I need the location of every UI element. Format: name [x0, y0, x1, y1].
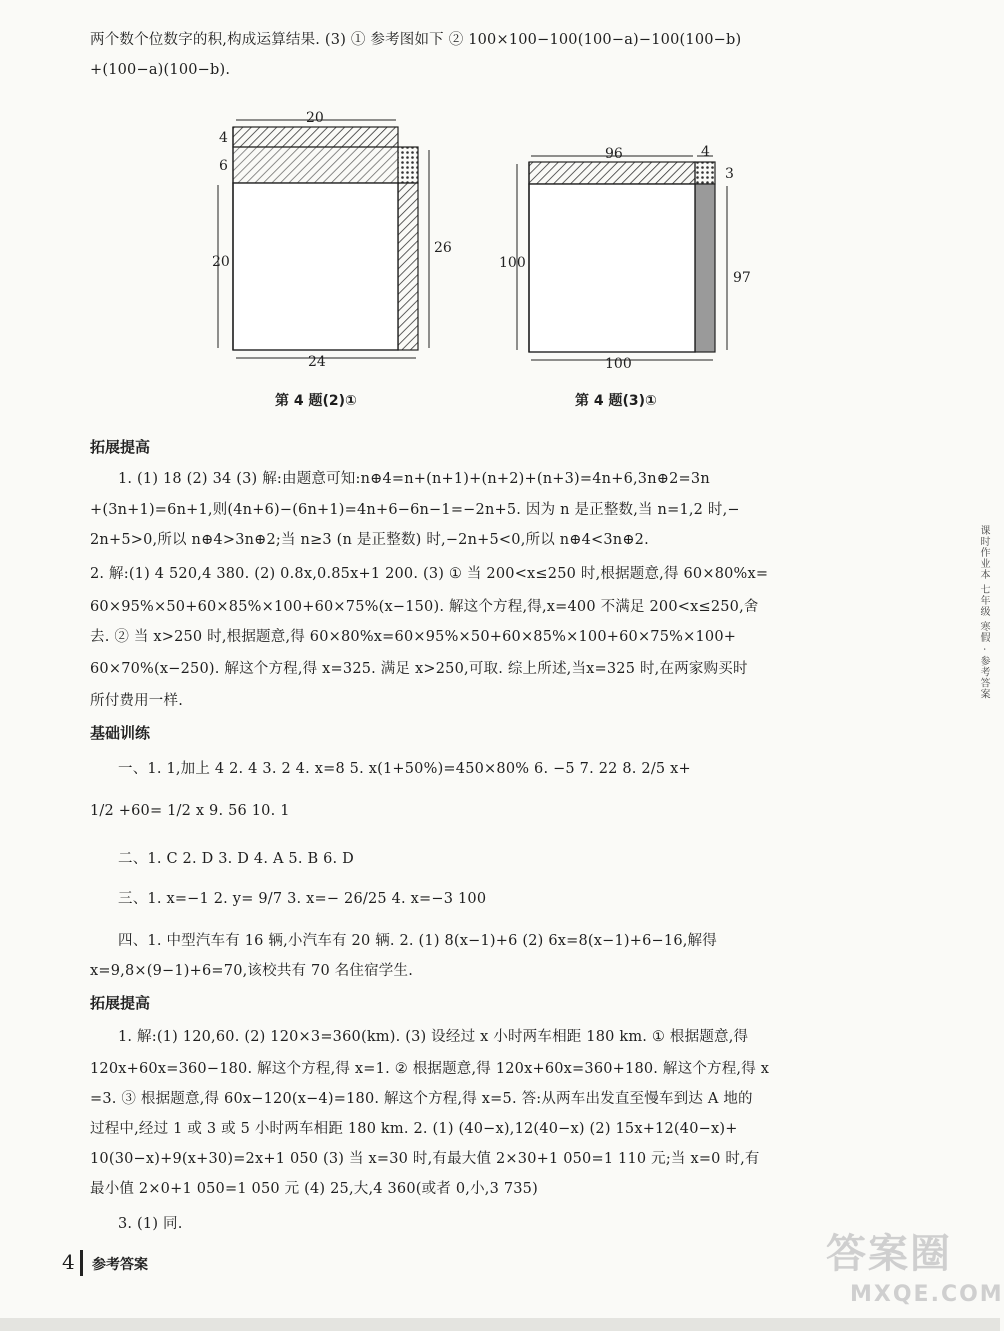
text-line: 一、1. 1,加上 4 2. 4 3. 2 4. x=8 5. x(1+50%)=450×80% 6. −5 7. 22 8. 2/5 x+ [118, 761, 691, 777]
text-line: 1. (1) 18 (2) 34 (3) 解:由题意可知:n⊕4=n+(n+1)+(n+2)+(n+3)=4n+6,3n⊕2=3n [118, 471, 710, 487]
fig1-right-label: 26 [434, 240, 452, 256]
text-line: 3. (1) 同. [118, 1216, 183, 1232]
text-line: =3. ③ 根据题意,得 60x−120(x−4)=180. 解这个方程,得 x=5. 答:从两车出发直至慢车到达 A 地的 [90, 1091, 753, 1107]
text-line: 最小值 2×0+1 050=1 050 元 (4) 25,大,4 360(或者 0,小,3 735) [90, 1181, 538, 1197]
text-line: 120x+60x=360−180. 解这个方程,得 x=1. ② 根据题意,得 120x+60x=360+180. 解这个方程,得 x [90, 1061, 770, 1077]
section-heading: 基础训练 [90, 724, 151, 742]
text-line: 去. ② 当 x>250 时,根据题意,得 60×80%x=60×95%×50+60×85%×100+60×75%×100+ [90, 629, 737, 645]
text-line: +(100−a)(100−b). [90, 62, 231, 78]
text-line: 60×95%×50+60×85%×100+60×75%(x−150). 解这个方程,得,x=400 不满足 200<x≤250,舍 [90, 599, 759, 615]
text-line: 二、1. C 2. D 3. D 4. A 5. B 6. D [118, 851, 355, 867]
section-heading: 拓展提高 [90, 994, 151, 1012]
side-margin-text: 课时作业本 七年级 寒假 · 参考答案 [978, 525, 989, 700]
text-line: 三、1. x=−1 2. y= 9/7 3. x=− 26/25 4. x=−3 100 [118, 891, 487, 907]
fig1-left-bottom-label: 20 [212, 254, 230, 270]
text-line: x=9,8×(9−1)+6=70,该校共有 70 名住宿学生. [90, 963, 414, 979]
fig1-top-label: 20 [306, 110, 324, 126]
fig1-bottom-label: 24 [308, 354, 326, 370]
fig1-left-top-label: 4 [219, 130, 228, 146]
text-line: 60×70%(x−250). 解这个方程,得 x=325. 满足 x>250,可取. 综上所述,当x=325 时,在两家购买时 [90, 661, 748, 677]
figure-4-3-1 [495, 140, 775, 370]
text-line: 10(30−x)+9(x+30)=2x+1 050 (3) 当 x=30 时,有最大值 2×30+1 050=1 110 元;当 x=0 时,有 [90, 1151, 760, 1167]
text-line: 过程中,经过 1 或 3 或 5 小时两车相距 180 km. 2. (1) (40−x),12(40−x) (2) 15x+12(40−x)+ [90, 1121, 738, 1137]
footer-label: 参考答案 [92, 1257, 148, 1273]
fig2-right-top-label: 3 [725, 166, 734, 182]
footer-divider [80, 1250, 83, 1276]
figure-4-2-1 [210, 100, 450, 370]
text-line: 2. 解:(1) 4 520,4 380. (2) 0.8x,0.85x+1 200. (3) ① 当 200<x≤250 时,根据题意,得 60×80%x= [90, 566, 769, 582]
text-line: +(3n+1)=6n+1,则(4n+6)−(6n+1)=4n+6−6n−1=−2n+5. 因为 n 是正整数,当 n=1,2 时,− [90, 502, 740, 518]
fig2-right-label: 97 [733, 270, 751, 286]
page-number: 4 [62, 1250, 75, 1274]
text-line: 2n+5>0,所以 n⊕4>3n⊕2;当 n≥3 (n 是正整数) 时,−2n+5<0,所以 n⊕4<3n⊕2. [90, 532, 649, 548]
fig2-left-label: 100 [499, 255, 526, 271]
text-line: 1/2 +60= 1/2 x 9. 56 10. 1 [90, 803, 290, 819]
fig2-top-left-label: 96 [605, 146, 623, 162]
fig2-top-right-label: 4 [701, 144, 710, 160]
watermark-url: MXQE.COM [850, 1282, 1004, 1307]
fig1-left-mid-label: 6 [219, 158, 228, 174]
fig2-bottom-label: 100 [605, 356, 632, 372]
text-line: 四、1. 中型汽车有 16 辆,小汽车有 20 辆. 2. (1) 8(x−1)+6 (2) 6x=8(x−1)+6−16,解得 [118, 933, 717, 949]
figure2-caption: 第 4 题(3)① [575, 393, 657, 409]
page-edge [0, 1318, 1000, 1331]
text-line: 所付费用一样. [90, 693, 184, 709]
watermark-logo: 答案圈 [826, 1231, 952, 1277]
figure1-caption: 第 4 题(2)① [275, 393, 357, 409]
text-line: 1. 解:(1) 120,60. (2) 120×3=360(km). (3) 设经过 x 小时两车相距 180 km. ① 根据题意,得 [118, 1029, 749, 1045]
section-heading: 拓展提高 [90, 438, 151, 456]
text-line: 两个数个位数字的积,构成运算结果. (3) ① 参考图如下 ② 100×100−100(100−a)−100(100−b) [90, 32, 742, 48]
